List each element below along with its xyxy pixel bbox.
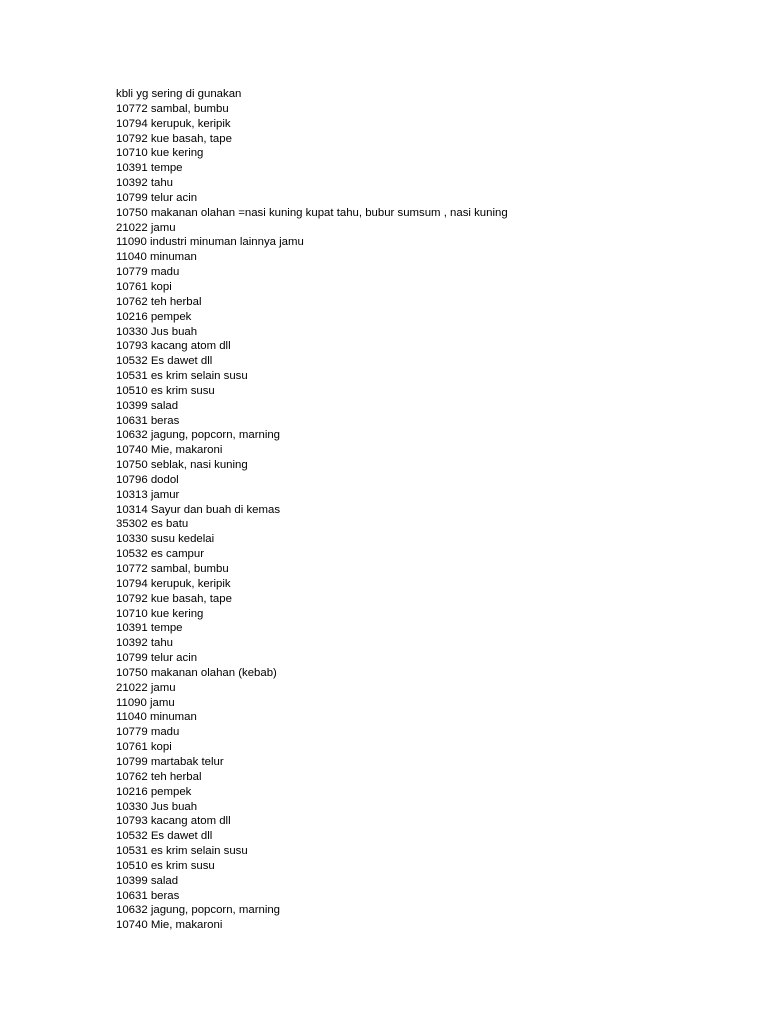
kbli-list-item: 10796 dodol <box>116 473 179 486</box>
kbli-list-item: 10399 salad <box>116 399 179 412</box>
kbli-list-item: 10762 teh herbal <box>116 770 202 783</box>
kbli-list-item: 10216 pempek <box>116 785 192 798</box>
kbli-list-item: 10631 beras <box>116 414 180 427</box>
kbli-list-item: 10750 seblak, nasi kuning <box>116 459 248 472</box>
kbli-list-item: 10762 teh herbal <box>116 295 202 308</box>
kbli-list-item: 10792 kue basah, tape <box>116 592 232 605</box>
kbli-list-item: 10761 kopi <box>116 741 172 754</box>
kbli-list-item: 10330 Jus buah <box>116 800 198 813</box>
kbli-list-item: 10779 madu <box>116 266 180 279</box>
kbli-list-item: 10740 Mie, makaroni <box>116 919 223 932</box>
kbli-list-item: 10794 kerupuk, keripik <box>116 117 231 130</box>
kbli-list-item: 35302 es batu <box>116 518 189 531</box>
kbli-list-item: 10399 salad <box>116 874 179 887</box>
kbli-list-item: 10792 kue basah, tape <box>116 132 232 145</box>
kbli-list-item: 10761 kopi <box>116 280 172 293</box>
kbli-list-item: 10532 Es dawet dll <box>116 830 213 843</box>
kbli-list-item: 10391 tempe <box>116 622 183 635</box>
kbli-list-item: 10750 makanan olahan =nasi kuning kupat tahu, bubur sumsum , nasi kuning <box>116 206 508 219</box>
kbli-list-item: 10531 es krim selain susu <box>116 370 248 383</box>
kbli-list-item: 10330 Jus buah <box>116 325 198 338</box>
kbli-list-item: 21022 jamu <box>116 681 176 694</box>
kbli-list-item: 10779 madu <box>116 726 180 739</box>
kbli-list-item: 10392 tahu <box>116 637 174 650</box>
kbli-list-item: 10632 jagung, popcorn, marning <box>116 429 281 442</box>
document-body <box>116 87 736 933</box>
kbli-list-item: 10793 kacang atom dll <box>116 815 231 828</box>
kbli-list-item: 10710 kue kering <box>116 147 204 160</box>
kbli-list-item: 11040 minuman <box>116 711 197 724</box>
kbli-list-item: 10313 jamur <box>116 488 180 501</box>
kbli-list-item: 10532 es campur <box>116 548 205 561</box>
document-title: kbli yg sering di gunakan <box>116 88 242 100</box>
kbli-list-item: 10772 sambal, bumbu <box>116 102 229 115</box>
kbli-list-item: 10793 kacang atom dll <box>116 340 231 353</box>
kbli-list-item: 10799 martabak telur <box>116 755 224 768</box>
kbli-list-item: 10632 jagung, popcorn, marning <box>116 904 281 917</box>
kbli-list-item: 10391 tempe <box>116 162 183 175</box>
kbli-list-item: 11090 industri minuman lainnya jamu <box>116 236 304 249</box>
kbli-list-item: 10510 es krim susu <box>116 859 215 872</box>
kbli-list-item: 11040 minuman <box>116 251 197 264</box>
kbli-list-item: 10330 susu kedelai <box>116 533 215 546</box>
kbli-list-item: 10750 makanan olahan (kebab) <box>116 666 277 679</box>
kbli-list-item: 10794 kerupuk, keripik <box>116 577 231 590</box>
kbli-list-item: 21022 jamu <box>116 221 176 234</box>
kbli-list-item: 10532 Es dawet dll <box>116 355 213 368</box>
kbli-list-item: 10799 telur acin <box>116 191 198 204</box>
kbli-list-item: 10531 es krim selain susu <box>116 845 248 858</box>
kbli-list-item: 10772 sambal, bumbu <box>116 563 229 575</box>
kbli-list-item: 10510 es krim susu <box>116 384 215 397</box>
kbli-list-item: 10799 telur acin <box>116 652 198 665</box>
kbli-list-item: 10216 pempek <box>116 310 192 323</box>
kbli-list-item: 10392 tahu <box>116 177 174 190</box>
kbli-list-item: 10314 Sayur dan buah di kemas <box>116 503 281 516</box>
kbli-list <box>116 102 736 933</box>
kbli-list-item: 10631 beras <box>116 889 180 902</box>
kbli-list-item: 11090 jamu <box>116 696 175 709</box>
kbli-list-item: 10740 Mie, makaroni <box>116 444 223 457</box>
kbli-list-item: 10710 kue kering <box>116 607 204 620</box>
